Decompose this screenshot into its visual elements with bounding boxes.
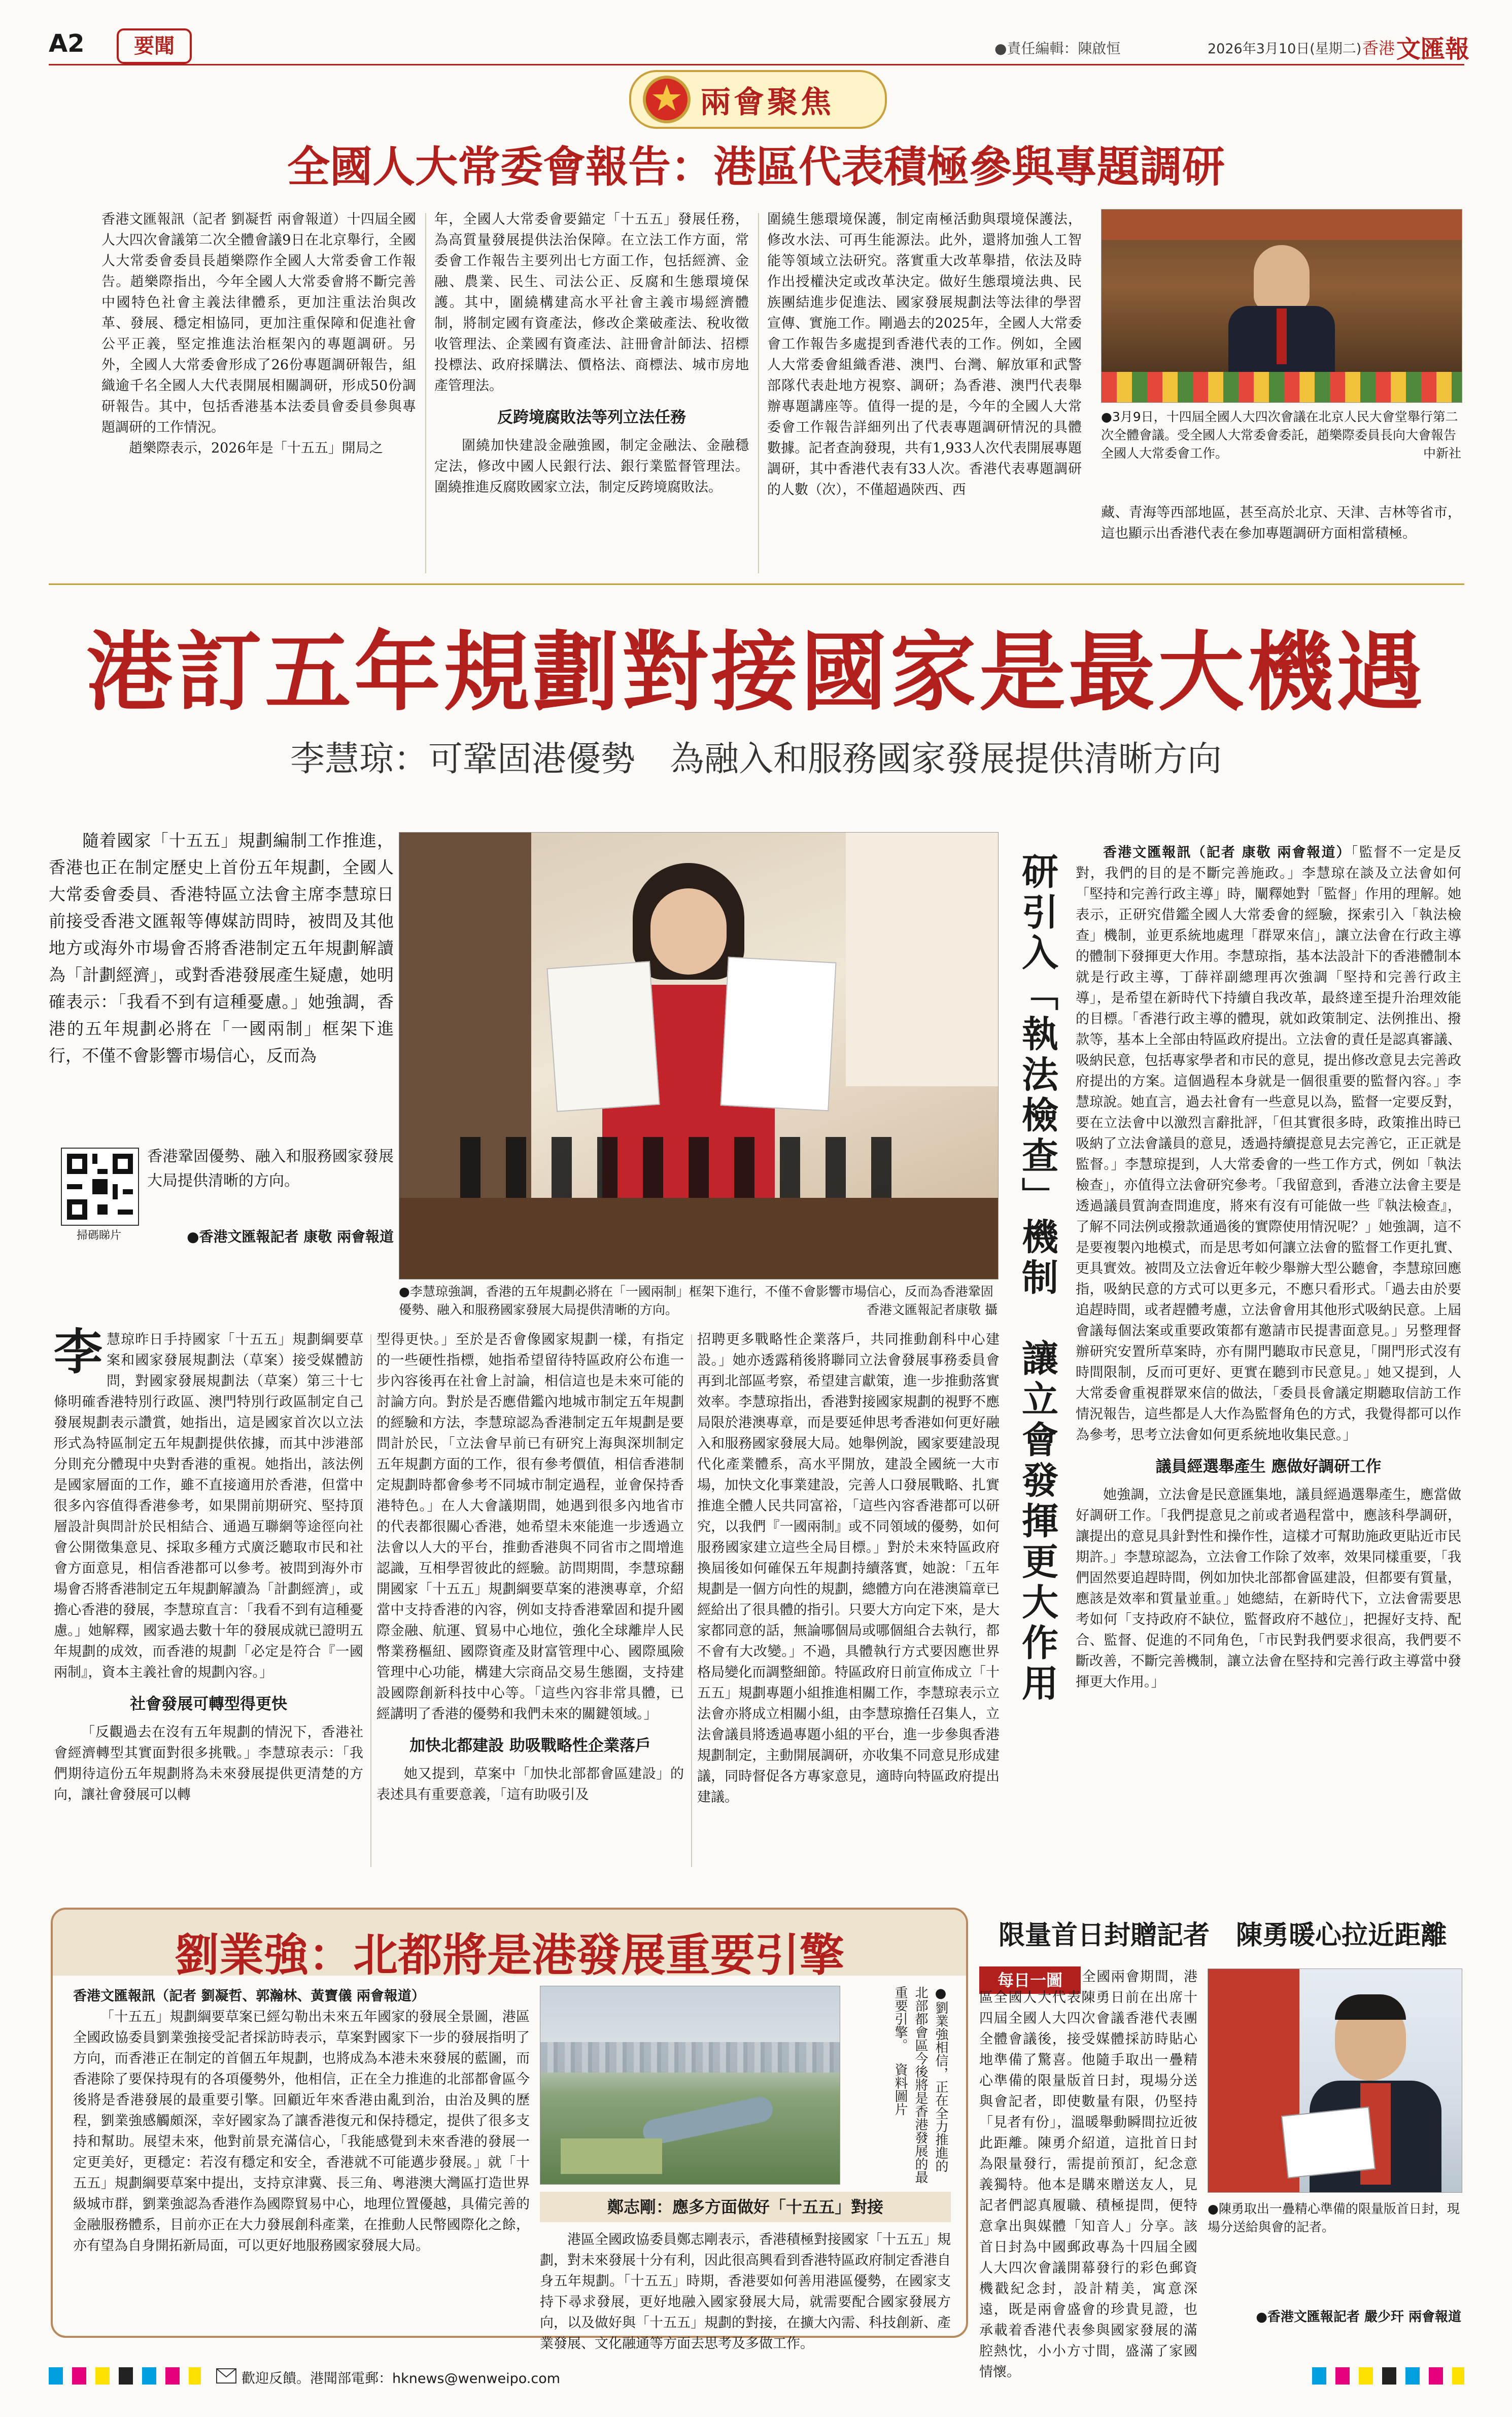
top-col2-text-b: 圍繞加快建設金融強國，制定金融法、金融穩定法，修改中國人民銀行法、銀行業監督管理法。圍繞推進反腐敗國家立法，制定反跨境腐敗法。 [434, 438, 749, 495]
north-col-1 [73, 1986, 530, 2321]
main-col2-subhead: 加快北都建設 助吸戰略性企業落戶 [409, 1737, 651, 1755]
speaker-figure [1254, 245, 1310, 311]
color-swatches [1312, 2367, 1464, 2385]
microphones [460, 1137, 917, 1198]
top-photo-credit: 中新社 [1423, 446, 1461, 461]
north-text: 「十五五」規劃綱要草案已經勾勒出未來五年國家的發展全景圖，港區全國政協委員劉業強接受記者採訪時表示，草案對國家下一步的發展指明了方向，而香港正在制定的首個五年規劃，也將成為本港未來發展的藍圖，而香港除了要保持現有的各項優勢外，他相信，正在全力推進的北部都會區今後將是香港發展的最重要引擎。回顧近年來香港由亂到治，由治及興的歷程，劉業強感觸頗深，幸好國家為了讓香港復元和保持穩定，提供了很多支持和幫助。展望未來，他對前景充滿信心，「我能感覺到未來香港的發展一定更美好，更穩定：若沒有穩定和安全，香港就不可能邁步發展。」就「十五五」規劃綱要草案中提出，支持京津冀、長三角、粵港澳大灣區打造世界級城市群，劉業強認為香港作為國際貿易中心，地理位置優越，具備完善的金融服務體系，目前亦正在大力發展創科產業，在推動人民幣國際化之餘，亦有望為自身開拓新局面，可以更好地服務國家發展大局。 [73, 2009, 530, 2254]
diary-headline: 限量首日封贈記者 陳勇暖心拉近距離 [998, 1920, 1447, 1951]
sidebar-headline: 研引入「執法檢查」機制 讓立會發揮更大作用 [1016, 852, 1059, 1705]
north-photo-caption [849, 1986, 951, 2184]
top-col4-text: 藏、青海等西部地區，甚至高於北京、天津、吉林等省市，這也顯示出香港代表在參加專題調研方面相當積極。 [1101, 505, 1461, 541]
main-col1-text-b: 「反觀過去在沒有五年規劃的情況下，香港社會經濟轉型其實面對很多挑戰。」李慧琼表示：「我們期待這份五年規劃將為未來發展提供更清楚的方向，讓社會發展可以轉 [54, 1724, 363, 1803]
emblem-icon [642, 75, 691, 124]
desk [399, 1198, 998, 1279]
lead-end-text: 香港鞏固優勢、融入和服務國家發展大局提供清晰的方向。 [147, 1148, 394, 1190]
issue-date: 2026年3月10日(星期二) [1208, 41, 1362, 57]
page-number: A2 [49, 29, 85, 58]
top-col2-subhead: 反跨境腐敗法等列立法任務 [497, 408, 686, 427]
sidebar-body [1076, 842, 1461, 1892]
section-tag: 要聞 [117, 28, 192, 64]
diary-text-block [979, 1966, 1197, 2380]
main-photo-credit: 香港文匯報記者康敬 攝 [867, 1302, 998, 1317]
north-sub-headline: 鄭志剛：應多方面做好「十五五」對接 [607, 2197, 883, 2217]
diary-text: 全國兩會期間，港區全國人大代表陳勇日前在出席十四屆全國人大四次會議香港代表團全體會議後，接受媒體採訪時貼心地準備了驚喜。他隨手取出一疊精心準備的限量版首日封，現場分送與會記者，即使數量有限，仍堅持「見者有份」，溫暖舉動瞬間拉近彼此距離。陳勇介紹道，這批首日封為限量發行，需提前預訂，紀念意義獨特。他本是購來贈送友人，見記者們認真履職、積極提問，便特意拿出與媒體「知音人」分享。該首日封為中國郵政專為十四屆全國人大四次會議開幕發行的彩色郵資機戳紀念封，設計精美，寓意深遠，既是兩會盛會的珍貴見證，也承載着香港代表參與國家發展的滿腔熱忱，小小方寸間，盛滿了家國情懷。 [979, 1969, 1197, 2380]
main-col-3 [697, 1329, 1000, 1872]
top-photo-caption [1101, 408, 1461, 463]
paper-city: 香港 [1362, 39, 1395, 58]
window-light [846, 833, 998, 1086]
sidebar-text-b: 她強調，立法會是民意匯集地，議員經過選舉產生，應當做好調研工作。「我們提意見之前或者過程當中，應該科學調研，讓提出的意見具針對性和操作性，這樣才可幫助施政更貼近市民期許。」李慧琼認為，立法會工作除了效率，效果同樣重要，「我們固然要追趕時間，例如加快北部都會區建設，但都要有質量，應該是效率和質量並重。」她總結，在新時代下，立法會需要思考如何「支持政府不缺位，監督政府不越位」，把握好支持、配合、監督、促進的不同角色，「市民對我們要求很高，我們要不斷改善，不斷完善機制，讓立法會在堅持和完善行政主導當中發揮更大作用。」 [1076, 1487, 1461, 1690]
top-col1-text: 香港文匯報訊（記者 劉凝哲 兩會報道）十四屆全國人大四次會議第二次全體會議9日在北京舉行，全國人大常委會委員長趙樂際作全國人大常委會工作報告。趙樂際指出，今年全國人大常委會將不斷完善中國特色社會主義法律體系，更加注重法治與改革、發展、穩定相協同，更加注重保障和促進社會公平正義，堅定推進法治框架內的專題調研。另外，全國人大常委會形成了26份專題調研報告，組織逾千名全國人大代表開展相關調研，形成50份調研報告。其中，包括香港基本法委員會委員參與專題調研的工作情況。 [101, 212, 416, 435]
lead-byline: ●香港文匯報記者 康敬 兩會報道 [187, 1228, 394, 1245]
top-photo [1101, 209, 1462, 403]
top-col-1 [101, 209, 416, 574]
footer-bar [49, 2364, 1464, 2388]
north-sub-text-block [540, 2229, 951, 2352]
footer-contact: 歡迎反饋。港聞部電郵：hknews@wenweipo.com [242, 2371, 561, 2387]
main-photo-caption-text: ●李慧琼強調，香港的五年規劃必將在「一國兩制」框架下進行，不僅不會影響市場信心，反而為香港鞏固優勢、融入和服務國家發展大局提供清晰的方向。 [399, 1284, 993, 1317]
lead-text: 隨着國家「十五五」規劃編制工作推進，香港也正在制定歷史上首份五年規劃，全國人大常委會委員、香港特區立法會主席李慧琼日前接受香港文匯報等傳媒訪問時，被問及其他地方或海外市場會否將香港制定五年規劃解讀為「計劃經濟」，或對香港發展產生疑慮，她明確表示：「我看不到有這種憂慮。」她強調，香港的五年規劃必將在「一國兩制」框架下進行，不僅不會影響市場信心，反而為 [49, 831, 394, 1065]
dropcap: 李 [54, 1323, 102, 1380]
top-photo-caption-text: ●3月9日，十四屆全國人大四次會議在北京人民大會堂舉行第二次全體會議。受全國人大常委會委託，趙樂際委員長向大會報告全國人大常委會工作。 [1101, 409, 1458, 461]
main-col-1 [54, 1323, 363, 1872]
north-photo-credit: 資料圖片 [892, 2063, 908, 2116]
skyline [540, 2042, 840, 2073]
top-col-2 [434, 209, 749, 574]
main-photo [399, 832, 999, 1280]
person-hair [1335, 1994, 1406, 2020]
main-col3-text: 招聘更多戰略性企業落戶，共同推動創科中心建設。」她亦透露稍後將聯同立法會發展事務委員會再到北部區考察，希望建言獻策，進一步推動落實效率。李慧琼指出，香港對接國家規劃的視野不應局限於港澳專章，而是要延伸思考香港如何更好融入和服務國家發展大局。她舉例說，國家要建設現代化產業體系，高水平開放，建設全國統一大市場，加快文化事業建設，完善人口發展戰略、扎實推進全體人民共同富裕，「這些內容香港都可以研究，以我們『一國兩制』或不同領域的優勢，如何服務國家建立這些全局目標。」對於未來特區政府換屆後如何確保五年規劃持續落實，她說：「五年規劃是一個方向性的規劃，總體方向在港澳篇章已經給出了很具體的指引。只要大方向定下來，是大家都同意的話，無論哪個局或哪個組合去執行，都不會有大改變。」不過，具體執行方式要因應世界格局變化而調整細節。特區政府日前宣佈成立「十五五」規劃專題小組推進相關工作，李慧琼表示立法會亦將成立相關小組，由李慧琼擔任召集人，立法會議員將透過專題小組的平台，進一步參與香港規劃制定，主動開展調研，亦收集不同意見形成建議，同時督促各方專家意見，適時向特區政府提出建議。 [697, 1332, 1000, 1805]
diary-byline: ●香港文匯報記者 嚴少玕 兩會報道 [1256, 2309, 1461, 2325]
lead-end-block [147, 1145, 394, 1221]
sidebar-text: 「監督不一定是反對，我們的目的是不斷完善施政。」李慧琼在談及立法會如何「堅持和完善行政主導」時，闡釋她對「監督」作用的理解。她表示，正研究借鑑全國人大常委會的經驗，探索引入「執法檢查」機制，並更系統地處理「群眾來信」，讓立法會在行政主導的體制下發揮更大作用。李慧琼指，基本法設計下的香港體制本就是行政主導，丁薛祥副總理再次強調「堅持和完善行政主導」，是希望在新時代下持續自我改革，最終達至提升治理效能的目標。「香港行政主導的體現，就如政策制定、法例推出、撥款等，基本上全部由特區政府提出。立法會的責任是認真審議、吸納民意，包括專家學者和市民的意見，提出修改意見去完善政府提出的方案。這個過程本身就是一個很重要的監督內容。」李慧琼說。她直言，過去社會有一些意見以為，監督一定要反對，要在立法會中以激烈言辭批評，「但其實很多時，政策推出時已吸納了立法會議員的意見，透過持續提意見去完善它，正正就是監督。」李慧琼提到，人大常委會的一些工作方式，例如「執法檢查」，亦值得立法會研究參考。「我留意到，香港立法會主要是透過議員質詢查問進度，將來有沒有可能做一些『執法檢查』，了解不同法例或撥款通過後的實際使用情況呢？」她強調，這不是要複製內地模式，而是思考如何讓立法會的監督工作更扎實、更具實效。被問及立法會近年較少舉辦大型公聽會，李慧琼回應指，吸納民意的方式可以更多元，不應只看形式。「過去由於要追趕時間，或者趕體考慮，立法會會用其他形式吸納民意。上屆會議每個法案或重要政策都有邀請市民提書面意見。」另整理督辦研究安置所草案時，亦有開門聽取市民意見，「開門形式沒有時間限制，反而可更好、更實在聽到市民意見。」她又提到，人大常委會重視群眾來信的做法，「委員長會議定期聽取信訪工作情況報告，這些都是人大作為監督角色的方式，我覺得都可以作為參考，思考立法會如何更系統地收集民意。」 [1076, 845, 1461, 1443]
main-headline: 港訂五年規劃對接國家是最大機遇 [86, 621, 1426, 723]
first-day-covers [1281, 2107, 1376, 2179]
top-col2-text: 年，全國人大常委會要錨定「十五五」發展任務，為高質量發展提供法治保障。在立法工作方面，常委會工作報告主要列出七方面工作，包括經濟、金融、農業、民生、司法公正、反腐和生態環境保護。其中，圍繞構建高水平社會主義市場經濟體制，將制定國有資產法，修改企業破產法、稅收徵收管理法、企業國有資產法、註冊會計師法、招標投標法、政府採購法、價格法、商標法、城市房地產管理法。 [434, 212, 749, 394]
main-col1-text: 慧琼昨日手持國家「十五五」規劃綱要草案和國家發展規劃法（草案）接受媒體訪問，對國家發展規劃法（草案）第三十七條明確香港特別行政區、澳門特別行政區制定自己發展規劃表示讚賞，她指出，這是國家首次以立法形式為特區制定五年規劃提供依據，而其中涉港部分則充分體現中央對香港的重視。她指出，該法例是國家層面的工作，雖不直接適用於香港，但當中很多內容值得香港參考，如果開前期研究、堅持頂層設計與問計於民相結合、通過互聯網等途徑向社會公開徵集意見、採取多種方式廣泛聽取市民和社會方面意見，相信香港都可以參考。被問到海外市場會否將香港制定五年規劃解讀為「計劃經濟」，或擔心香港的發展，李慧琼直言：「我看不到有這種憂慮。」她解釋，國家過去數十年的發展成就已證明五年規劃的成效，而香港的規劃「必定是符合『一國兩制』，資本主義社會的規劃內容。」 [54, 1332, 363, 1680]
main-photo-caption [399, 1283, 998, 1319]
podium-flowers [1102, 372, 1462, 402]
top-col3-text: 圍繞生態環境保護，制定南極活動與環境保護法，修改水法、可再生能源法。此外，還將加強人工智能等領域立法研究。落實重大改革舉措，依法及時作出授權決定或改革決定。做好生態環境法典、民族團結進步促進法、國家發展規劃法等法律的學習宣傳、實施工作。剛過去的2025年，全國人大常委會工作報告多處提到香港代表的工作。例如，全國人大常委會組織香港、澳門、台灣、解放軍和武警部隊代表赴地方視察、調研；為香港、澳門代表舉辦專題講座等。值得一提的是，今年的全國人大常委會工作報告詳細列出了代表專題調研情況的具體數據。記者查詢發現，共有1,933人次代表開展專題調研，其中香港代表有33人次。香港代表專題調研的人數（次），不僅超過陝西、西 [767, 212, 1082, 498]
top-col1-end: 趙樂際表示，2026年是「十五五」開局之 [129, 440, 383, 456]
top-col-3 [767, 209, 1082, 574]
divider [691, 1334, 692, 1867]
document-right [720, 957, 836, 1112]
main-col-2 [376, 1329, 684, 1872]
qr-code [61, 1148, 139, 1226]
divider [758, 213, 759, 573]
banner [629, 70, 887, 129]
color-swatches [49, 2367, 201, 2385]
main-subheadline: 李慧琼：可鞏固港優勢 為融入和服務國家發展提供清晰方向 [290, 739, 1222, 779]
diary-photo-caption: ●陳勇取出一疊精心準備的限量版首日封，現場分送給與會的記者。 [1208, 2201, 1460, 2234]
north-byline: 香港文匯報訊（記者 劉凝哲、郭瀚林、黃寶儀 兩會報道） [73, 1988, 425, 2004]
qr-label: 掃碼睇片 [76, 1229, 121, 1242]
top-headline: 全國人大常委會報告：港區代表積極參與專題調研 [287, 142, 1225, 192]
north-sub-headline-box [540, 2192, 951, 2222]
sidebar-paragraph [1076, 842, 1461, 1445]
qr-icon [62, 1149, 138, 1225]
top-col-4 [1101, 502, 1461, 573]
paper-logo: 文匯報 [1396, 35, 1470, 63]
header-rule [49, 64, 1464, 65]
podium-backdrop [1102, 210, 1462, 240]
banner-title: 兩會聚焦 [700, 85, 834, 120]
sidebar-byline: 香港文匯報訊（記者 康敬 兩會報道） [1103, 845, 1351, 860]
north-story-box [51, 1908, 968, 2352]
north-photo [540, 1986, 840, 2185]
north-sub-text: 港區全國政協委員鄭志剛表示，香港積極對接國家「十五五」規劃，對未來發展十分有利，因此很高興看到香港特區政府制定香港自身五年規劃。「十五五」時期，香港要如何善用港區優勢，在國家支持下尋求發展，更好地融入國家發展大局，就需要配合國家發展方向，以及做好與「十五五」規劃的對接，在擴大內需、科技創新、產業發展、文化融通等方面去思考及多做工作。 [540, 2232, 951, 2352]
speaker-tie [1277, 308, 1287, 364]
section-rule [49, 583, 1464, 585]
north-headline: 劉業強：北都將是港發展重要引擎 [174, 1929, 844, 1981]
document-left [546, 961, 660, 1112]
field [561, 2138, 662, 2174]
diary-photo [1208, 1969, 1462, 2193]
mail-icon [216, 2368, 236, 2384]
main-col2-text: 型得更快。」至於是否會像國家規劃一樣，有指定的一些硬性指標，她指希望留待特區政府公布進一步內容後再在社會上討論，相信這也是未來可能的討論方向。對於是否應借鑑內地城市制定五年規劃的經驗和方法，李慧琼認為香港制定五年規劃是要問計於民，「立法會早前已有研究上海與深圳制定五年規劃方面的工作，很有參考價值，相信香港制定規劃時都會參考不同城市制定過程，並會保持香港特色。」在人大會議期間，她遇到很多內地省市的代表都很關心香港，她希望未來能進一步透過立法會以人大的平台，推動香港與不同省市之間增進認識，互相學習彼此的經驗。訪問期間，李慧琼翻開國家「十五五」規劃綱要草案的港澳專章，介紹當中支持香港的內容，例如支持香港鞏固和提升國際金融、航運、貿易中心地位，強化全球離岸人民幣業務樞紐、國際資產及財富管理中心、國際風險管理中心功能，構建大宗商品交易生態圈，支持建設國際創新科技中心等。「這些內容非常具體，已經講明了香港的優勢和我們未來的關鍵領域。」 [376, 1332, 684, 1722]
main-col1-subhead: 社會發展可轉型得更快 [130, 1695, 287, 1713]
divider [370, 1334, 371, 1867]
north-photo-caption-text: ●劉業強相信，正在全力推進的北部都會區今後將是香港發展的最重要引擎。 [892, 1986, 948, 2184]
divider [425, 213, 426, 573]
person-face [650, 888, 727, 975]
main-col2-text-b: 她又提到，草案中「加快北部都會區建設」的表述具有重要意義，「這有助吸引及 [376, 1766, 684, 1803]
sidebar-subhead: 議員經選舉產生 應做好調研工作 [1155, 1458, 1382, 1476]
editor-credit: ●責任編輯：陳啟恒 [994, 40, 1121, 57]
diary-tag: 每日一圖 [979, 1966, 1081, 1994]
